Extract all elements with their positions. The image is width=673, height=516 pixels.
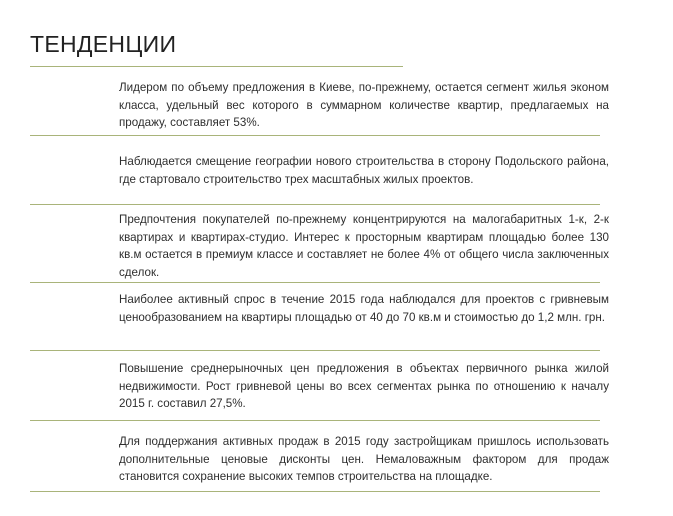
divider bbox=[30, 135, 600, 136]
title-divider bbox=[30, 66, 403, 67]
trend-item-2: Наблюдается смещение географии нового строительства в сторону Подольского района, где стартовало строительство трех масштабных жилых проектов. bbox=[119, 155, 609, 186]
divider bbox=[30, 420, 600, 421]
divider bbox=[30, 491, 600, 492]
trend-item-3: Предпочтения покупателей по-прежнему концентрируются на малогабаритных 1-к, 2-к квартирах и квартирах-студио. Интерес к просторным квартирам площадью более 130 кв.м остается в премиум классе и составляет не более 4% от общего числа заключенных сделок. bbox=[119, 213, 609, 279]
trend-item-6: Для поддержания активных продаж в 2015 году застройщикам пришлось использовать дополнительные ценовые дисконты цен. Немаловажным фактором для продаж становится сохранение высоких темпов строительства на площадке. bbox=[119, 435, 609, 483]
divider bbox=[30, 282, 600, 283]
trend-item-1: Лидером по объему предложения в Киеве, по-прежнему, остается сегмент жилья эконом класса, удельный вес которого в суммарном количестве квартир, предлагаемых на продажу, составляет 53%. bbox=[119, 81, 609, 129]
trend-item-4: Наиболее активный спрос в течение 2015 года наблюдался для проектов с гривневым ценообразованием на квартиры площадью от 40 до 70 кв.м и стоимостью до 1,2 млн. грн. bbox=[119, 293, 609, 324]
trend-item-5: Повышение среднерыночных цен предложения в объектах первичного рынка жилой недвижимости. Рост гривневой цены во всех сегментах рынка по отношению к началу 2015 г. составил 27,5%. bbox=[119, 362, 609, 410]
divider bbox=[30, 350, 600, 351]
divider bbox=[30, 204, 600, 205]
page-title: ТЕНДЕНЦИИ bbox=[30, 31, 177, 57]
